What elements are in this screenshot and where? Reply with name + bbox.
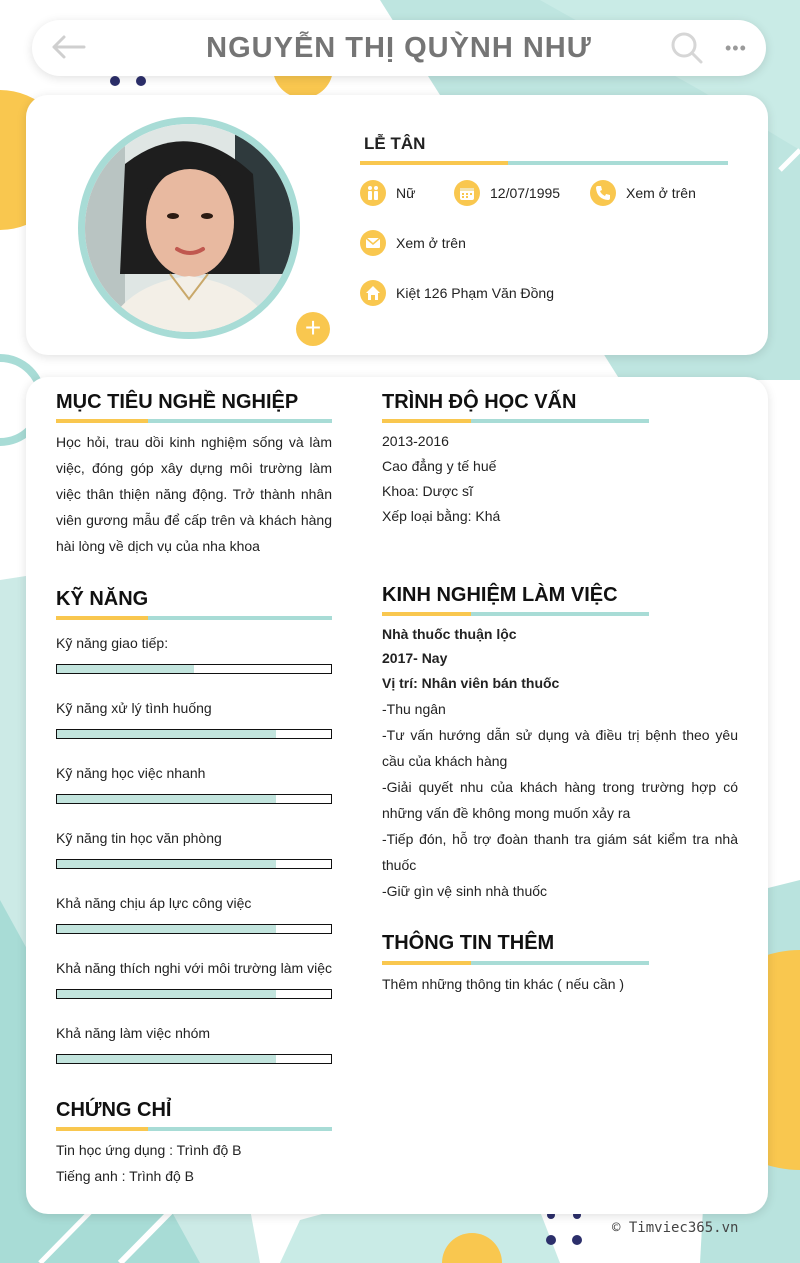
additional-title: THÔNG TIN THÊM: [382, 932, 555, 954]
duty-item: -Tư vấn hướng dẫn sử dụng và điều trị bệnh theo yêu cầu của khách hàng: [382, 727, 738, 769]
certificate-item: Tin học ứng dụng : Trình độ B: [56, 1142, 242, 1158]
skill-level-bar: [56, 924, 332, 934]
objective-text: Học hỏi, trau dồi kinh nghiệm sống và làm việc, đóng góp xây dựng môi trường làm việc thân thiện năng động. Trở thành nhân viên gương mẫu để cấp trên và khách hàng hài lòng về dịch vụ của nha khoa: [56, 434, 332, 554]
footer-credit: © Timviec365.vn: [612, 1220, 739, 1236]
email-info: [360, 230, 466, 256]
candidate-name: NGUYỄN THỊ QUỲNH NHƯ: [206, 32, 592, 64]
additional-underline: [382, 961, 649, 965]
certificates-title: CHỨNG CHỈ: [56, 1099, 172, 1121]
education-underline: [382, 419, 649, 423]
skill-label: Kỹ năng học việc nhanh: [56, 765, 206, 781]
skill-level-fill: [57, 730, 276, 738]
skill-level-fill: [57, 1055, 276, 1063]
skill-label: Kỹ năng xử lý tình huống: [56, 700, 212, 716]
experience-company: Nhà thuốc thuận lộc: [382, 626, 517, 642]
skill-level-fill: [57, 925, 276, 933]
skill-label: Khả năng làm việc nhóm: [56, 1025, 211, 1041]
phone-info: [590, 180, 696, 206]
email-icon: [360, 230, 386, 256]
phone-icon: [590, 180, 616, 206]
skill-level-bar: [56, 664, 332, 674]
avatar-ring: [78, 117, 322, 343]
duty-item: -Giữ gìn vệ sinh nhà thuốc: [382, 883, 548, 899]
skill-level-bar: [56, 729, 332, 739]
gender-value: Nữ: [396, 185, 416, 201]
experience-title: KINH NGHIỆM LÀM VIỆC: [382, 584, 618, 606]
skill-label: Kỹ năng giao tiếp:: [56, 635, 169, 651]
education-school: Cao đẳng y tế huế: [382, 458, 497, 474]
birthdate-value: 12/07/1995: [490, 185, 561, 201]
education-title: TRÌNH ĐỘ HỌC VẤN: [382, 391, 577, 413]
skill-level-bar: [56, 794, 332, 804]
objective-underline: [56, 419, 332, 423]
more-options-icon[interactable]: •••: [725, 38, 747, 58]
skill-label: Khả năng thích nghi với môi trường làm việc: [56, 960, 332, 976]
skill-label: Khả năng chịu áp lực công việc: [56, 895, 252, 911]
education-period: 2013-2016: [382, 433, 449, 449]
skill-label: Kỹ năng tin học văn phòng: [56, 830, 222, 846]
additional-text: Thêm những thông tin khác ( nếu cần ): [382, 976, 625, 992]
profile-card: [26, 95, 768, 355]
avatar: [85, 124, 293, 332]
birthdate-info: [454, 180, 560, 206]
education-faculty: Khoa: Dược sĩ: [382, 483, 473, 499]
skill-level-fill: [57, 795, 276, 803]
calendar-icon: [454, 180, 480, 206]
skill-level-bar: [56, 859, 332, 869]
duty-item: -Thu ngân: [382, 701, 446, 717]
job-title-underline: [360, 161, 728, 165]
add-photo-button[interactable]: +: [296, 312, 330, 346]
education-grade: Xếp loại bằng: Khá: [382, 508, 501, 524]
experience-underline: [382, 612, 649, 616]
skill-level-fill: [57, 665, 194, 673]
duty-item: -Giải quyết nhu của khách hàng trong trường hợp có những vấn đề không mong muốn xảy ra: [382, 779, 738, 821]
skill-level-bar: [56, 989, 332, 999]
phone-value: Xem ở trên: [626, 185, 696, 201]
gender-icon: [360, 180, 386, 206]
avatar-photo: [85, 124, 293, 332]
job-title: LỄ TÂN: [364, 134, 426, 153]
skill-level-fill: [57, 990, 276, 998]
experience-position: Vị trí: Nhân viên bán thuốc: [382, 675, 560, 691]
home-icon: [360, 280, 386, 306]
address-value: Kiệt 126 Phạm Văn Đồng: [396, 285, 554, 301]
objective-title: MỤC TIÊU NGHỀ NGHIỆP: [56, 391, 299, 413]
experience-duties: [382, 696, 738, 904]
experience-period: 2017- Nay: [382, 650, 448, 666]
certificate-item: Tiếng anh : Trình độ B: [56, 1168, 195, 1184]
search-icon[interactable]: [670, 31, 704, 70]
skill-level-fill: [57, 860, 276, 868]
address-info: [360, 280, 554, 306]
email-value: Xem ở trên: [396, 235, 466, 251]
gender-info: [360, 180, 415, 206]
skills-underline: [56, 616, 332, 620]
certificates-underline: [56, 1127, 332, 1131]
main-content-card: [26, 377, 768, 1214]
skill-level-bar: [56, 1054, 332, 1064]
duty-item: -Tiếp đón, hỗ trợ đoàn thanh tra giám sát kiểm tra nhà thuốc: [382, 831, 738, 873]
skills-title: KỸ NĂNG: [56, 588, 149, 610]
top-bar: [32, 20, 766, 76]
